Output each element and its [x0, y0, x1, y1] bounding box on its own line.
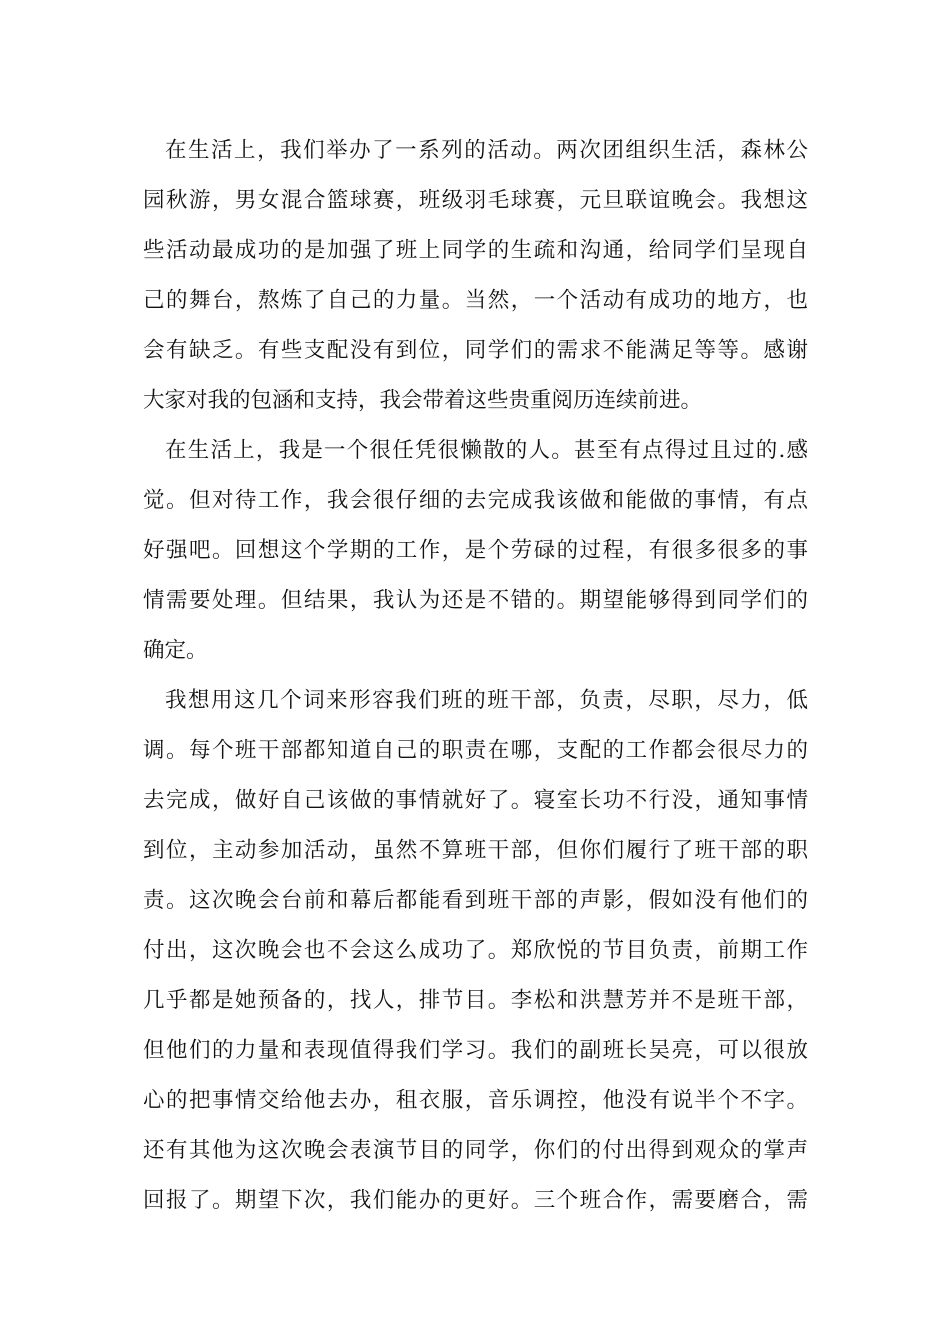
paragraph-personal [143, 426, 808, 676]
text-line: 觉。但对待工作，我会很仔细的去完成我该做和能做的事情，有点 [143, 488, 808, 513]
text-line: 在生活上，我是一个很任凭很懒散的人。甚至有点得过且过的.感 [165, 438, 808, 463]
text-line: 己的舞台，熬炼了自己的力量。当然，一个活动有成功的地方，也 [143, 288, 808, 313]
document-body [143, 126, 808, 1226]
text-line: 园秋游，男女混合篮球赛，班级羽毛球赛，元旦联谊晚会。我想这 [143, 188, 808, 213]
text-line: 会有缺乏。有些支配没有到位，同学们的需求不能满足等等。感谢 [143, 338, 808, 363]
text-line: 责。这次晚会台前和幕后都能看到班干部的声影，假如没有他们的 [143, 888, 808, 913]
text-line: 到位，主动参加活动，虽然不算班干部，但你们履行了班干部的职 [143, 838, 808, 863]
text-line: 好强吧。回想这个学期的工作，是个劳碌的过程，有很多很多的事 [143, 538, 808, 563]
text-line: 付出，这次晚会也不会这么成功了。郑欣悦的节目负责，前期工作 [143, 938, 808, 963]
text-line: 但他们的力量和表现值得我们学习。我们的副班长吴亮，可以很放 [143, 1038, 808, 1063]
text-line: 几乎都是她预备的，找人，排节目。李松和洪慧芳并不是班干部， [143, 988, 808, 1013]
text-line: 去完成，做好自己该做的事情就好了。寝室长功不行没，通知事情 [143, 788, 808, 813]
text-line: 确定。 [143, 638, 208, 663]
paragraph-class-cadres [143, 676, 808, 1226]
text-line: 调。每个班干部都知道自己的职责在哪，支配的工作都会很尽力的 [143, 738, 808, 763]
text-line: 大家对我的包涵和支持，我会带着这些贵重阅历连续前进。 [143, 388, 703, 413]
text-line: 心的把事情交给他去办，租衣服，音乐调控，他没有说半个不字。 [143, 1088, 808, 1113]
text-line: 回报了。期望下次，我们能办的更好。三个班合作，需要磨合，需 [143, 1188, 808, 1213]
paragraph-activities [143, 126, 808, 426]
text-line: 在生活上，我们举办了一系列的活动。两次团组织生活，森林公 [165, 138, 808, 163]
text-line: 我想用这几个词来形容我们班的班干部，负责，尽职，尽力，低 [165, 688, 808, 713]
text-line: 还有其他为这次晚会表演节目的同学，你们的付出得到观众的掌声 [143, 1138, 808, 1163]
text-line: 情需要处理。但结果，我认为还是不错的。期望能够得到同学们的 [143, 588, 808, 613]
text-line: 些活动最成功的是加强了班上同学的生疏和沟通，给同学们呈现自 [143, 238, 808, 263]
